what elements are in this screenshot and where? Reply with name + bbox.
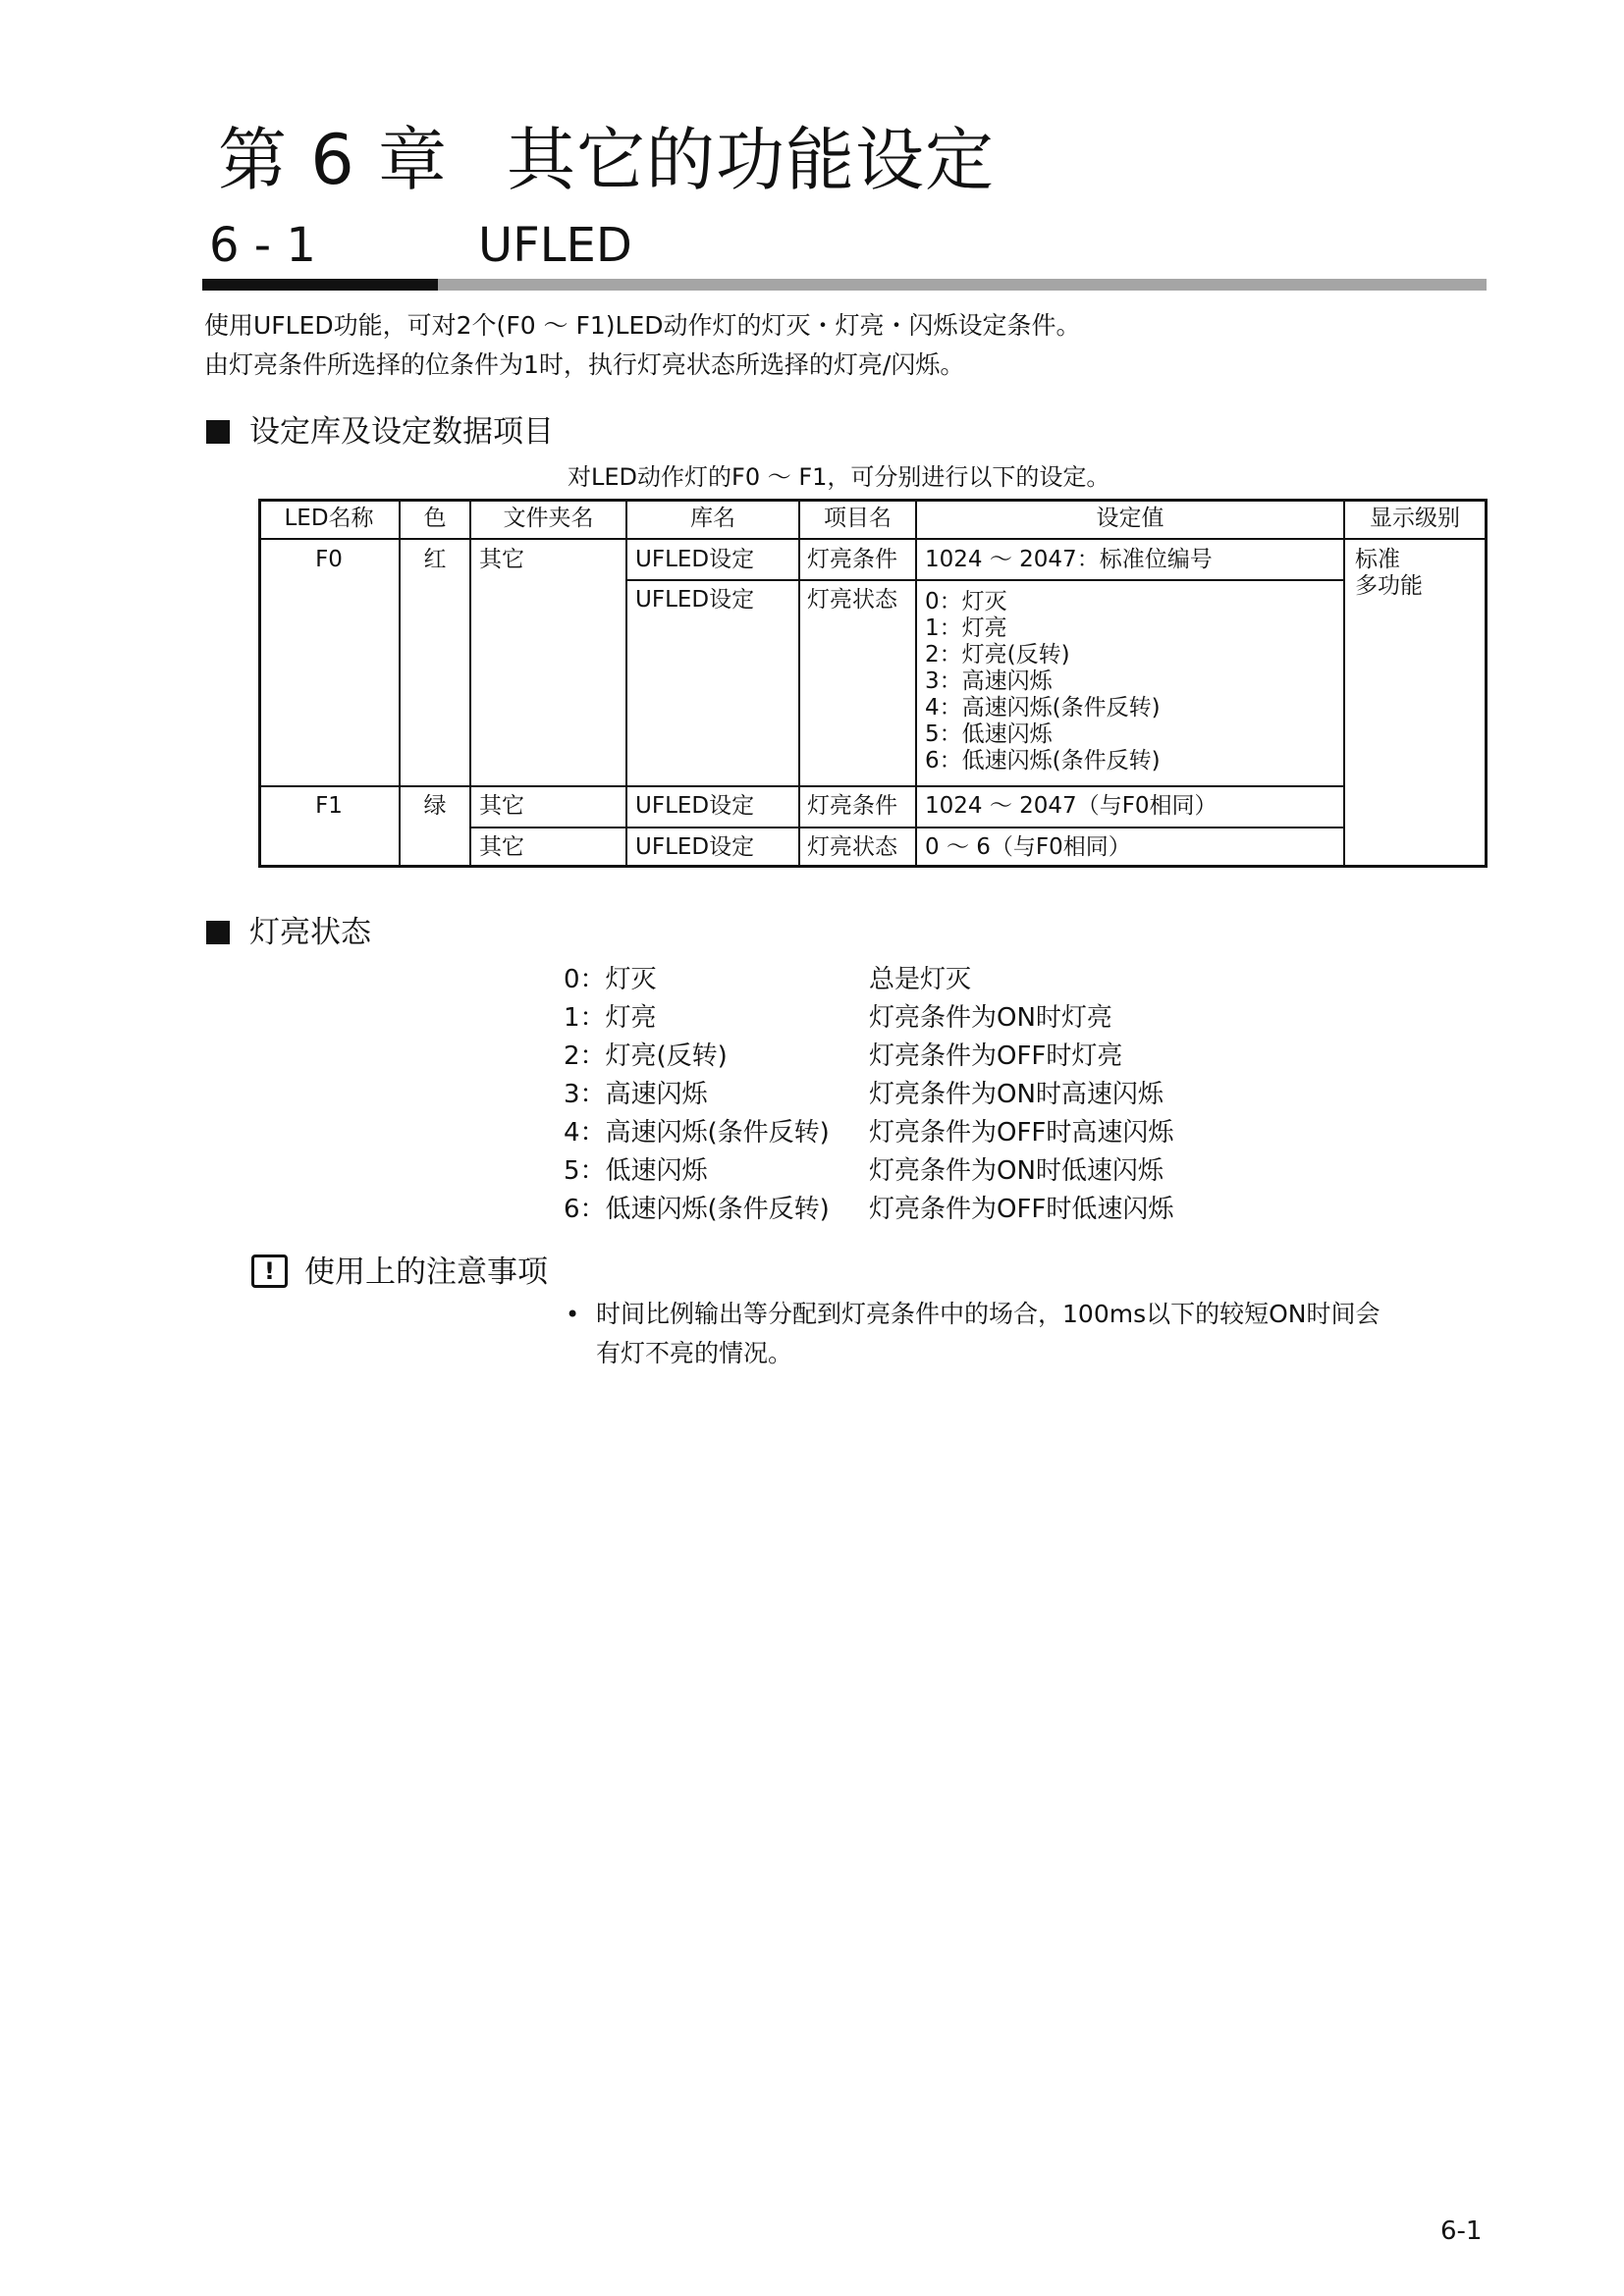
intro-line: 由灯亮条件所选择的位条件为1时，执行灯亮状态所选择的灯亮/闪烁。: [204, 350, 965, 379]
table-cell-item: 灯亮条件: [807, 793, 897, 819]
state-row: [0, 1191, 1624, 1229]
settings-heading: [206, 410, 554, 454]
intro-line: 使用UFLED功能，可对2个(F0 ～ F1)LED动作灯的灯灭・灯亮・闪烁设定条件。: [204, 311, 1081, 340]
table-caption: 对LED动作灯的F0 ～ F1，可分别进行以下的设定。: [568, 463, 1110, 491]
state-row: [0, 961, 1624, 999]
state-code: 0：灯灭: [564, 965, 657, 994]
state-description: 灯亮条件为ON时灯亮: [869, 1003, 1112, 1033]
caution-icon: !: [251, 1255, 288, 1288]
table-cell-value: 0 ～ 6（与F0相同）: [925, 834, 1131, 860]
table-rule: [469, 499, 471, 868]
table-cell-color: 绿: [423, 793, 447, 819]
table-cell-value-option: 0：灯灭: [925, 589, 1007, 614]
table-cell-folder: 其它: [479, 834, 524, 860]
table-cell-item: 灯亮状态: [807, 587, 897, 613]
table-cell-library: UFLED设定: [635, 834, 755, 860]
table-cell-library: UFLED设定: [635, 547, 755, 572]
table-cell-color: 红: [423, 547, 447, 572]
chapter-name: 其它的功能设定: [507, 120, 996, 200]
square-bullet-icon: [206, 420, 230, 444]
table-header-cell: 库名: [690, 506, 735, 531]
table-cell-item: 灯亮状态: [807, 834, 897, 860]
state-row: [0, 1038, 1624, 1076]
table-cell-value-option: 1：灯亮: [925, 615, 1007, 641]
table-header-cell: 设定值: [1096, 506, 1164, 531]
state-code: 3：高速闪烁: [564, 1080, 708, 1109]
table-header-cell: 色: [423, 506, 447, 531]
state-description: 灯亮条件为ON时低速闪烁: [869, 1156, 1164, 1186]
table-cell-value-option: 2：灯亮(反转): [925, 642, 1070, 667]
page-number: 6-1: [1440, 2216, 1483, 2246]
state-code: 2：灯亮(反转): [564, 1041, 728, 1071]
state-row: [0, 999, 1624, 1038]
table-rule: [915, 499, 917, 868]
state-row: [0, 1152, 1624, 1191]
table-cell-value-option: 5：低速闪烁: [925, 721, 1053, 747]
states-heading-text: 灯亮状态: [249, 915, 371, 950]
table-header-cell: 显示级别: [1370, 506, 1460, 531]
states-heading: [206, 911, 371, 954]
state-description: 灯亮条件为OFF时低速闪烁: [869, 1195, 1174, 1224]
table-cell-led-name: F0: [315, 547, 343, 572]
table-cell-led-name: F1: [315, 793, 343, 819]
chapter-title: [218, 116, 995, 204]
table-cell-folder: 其它: [479, 793, 524, 819]
state-code: 6：低速闪烁(条件反转): [564, 1195, 830, 1224]
table-rule: [258, 538, 1488, 540]
state-row: [0, 1114, 1624, 1152]
settings-heading-text: 设定库及设定数据项目: [249, 414, 554, 450]
table-cell-folder: 其它: [479, 547, 524, 572]
table-cell-value-option: 6：低速闪烁(条件反转): [925, 748, 1161, 774]
state-code: 1：灯亮: [564, 1003, 657, 1033]
section-rule-dark: [202, 279, 438, 291]
table-rule: [1343, 499, 1345, 868]
section-number: 6 - 1: [209, 218, 316, 273]
table-rule: [258, 785, 1343, 787]
caution-text: 有灯不亮的情况。: [596, 1339, 793, 1367]
table-rule: [625, 579, 1343, 581]
table-cell-item: 灯亮条件: [807, 547, 897, 572]
table-header-cell: 项目名: [824, 506, 892, 531]
state-description: 灯亮条件为ON时高速闪烁: [869, 1080, 1164, 1109]
state-description: 总是灯灭: [869, 965, 972, 994]
state-code: 4：高速闪烁(条件反转): [564, 1118, 830, 1148]
table-cell-value-option: 3：高速闪烁: [925, 668, 1053, 694]
state-code: 5：低速闪烁: [564, 1156, 708, 1186]
table-cell-value-option: 4：高速闪烁(条件反转): [925, 695, 1161, 721]
caution-heading: 使用上的注意事项: [304, 1255, 548, 1290]
table-rule: [469, 827, 1343, 828]
section-title: UFLED: [478, 218, 632, 273]
chapter-number: 第 6 章: [218, 120, 449, 200]
table-cell-library: UFLED设定: [635, 793, 755, 819]
square-bullet-icon: [206, 921, 230, 944]
caution-text: 时间比例输出等分配到灯亮条件中的场合，100ms以下的较短ON时间会: [596, 1300, 1380, 1328]
table-cell-value: 1024 ～ 2047：标准位编号: [925, 547, 1213, 572]
section-rule-light: [438, 279, 1487, 291]
bullet-icon: •: [566, 1301, 580, 1328]
table-header-cell: 文件夹名: [503, 506, 594, 531]
table-cell-library: UFLED设定: [635, 587, 755, 613]
table-cell-value: 1024 ～ 2047（与F0相同）: [925, 793, 1218, 819]
state-description: 灯亮条件为OFF时灯亮: [869, 1041, 1123, 1071]
state-description: 灯亮条件为OFF时高速闪烁: [869, 1118, 1174, 1148]
table-header-cell: LED名称: [284, 506, 374, 531]
table-rule: [798, 499, 800, 868]
state-row: [0, 1076, 1624, 1114]
table-cell-display-level: 多功能: [1355, 573, 1423, 599]
table-cell-display-level: 标准: [1355, 547, 1400, 572]
table-rule: [625, 499, 627, 868]
